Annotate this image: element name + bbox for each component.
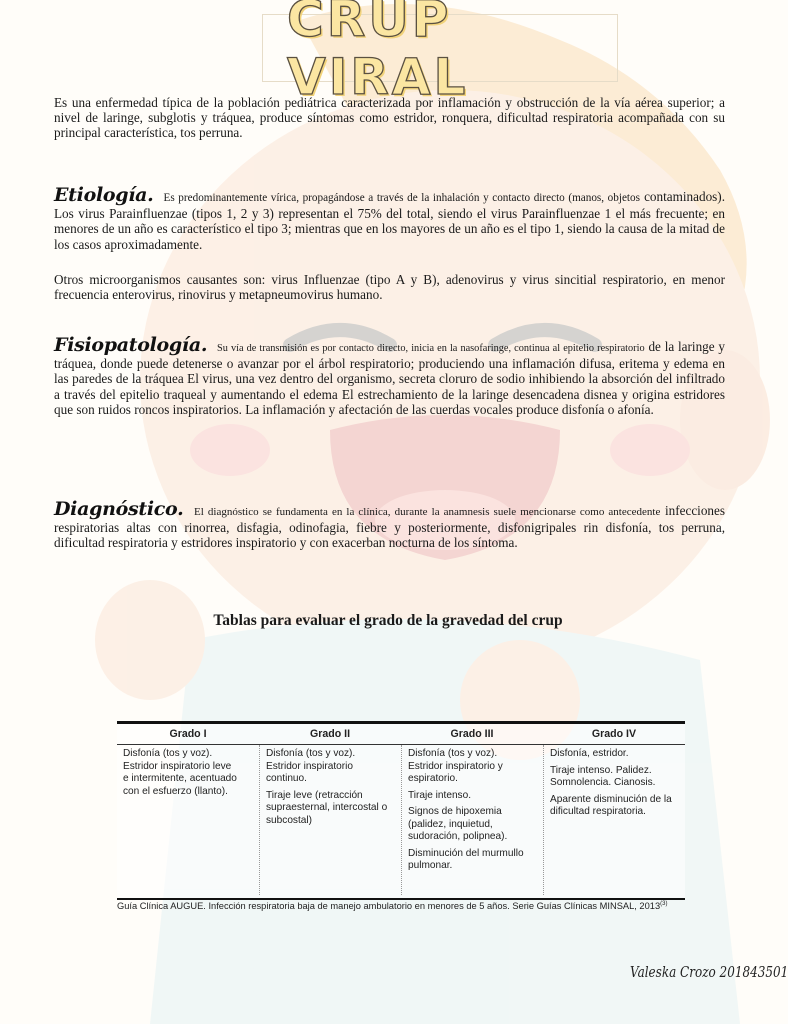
diagnostico-lead: El diagnóstico se fundamenta en la clínica, durante la anamnesis suele mencionarse como antecedente xyxy=(194,506,661,518)
grade-table xyxy=(117,721,685,900)
grade-column-1 xyxy=(117,745,259,895)
intro-paragraph: Es una enfermedad típica de la población pediátrica caracterizada por inflamación y obstrucción de la vía aérea superior; a nivel de laringe, subglotis y tráquea, produce síntomas como estridor, ronquera, dificultad respiratoria acompañada con su principal característica, tos perruna. xyxy=(54,95,725,141)
grade-cell-line: Tiraje intenso. Palidez. xyxy=(550,764,652,776)
grade-cell-line: Disfonía, estridor. xyxy=(550,748,629,759)
grade-cell-line: pulmonar. xyxy=(408,860,453,871)
watermark-foot xyxy=(250,935,470,1024)
diagnostico-body: respiratorias altas con rinorrea, disfagia, odinofagia, fiebre y posteriormente, disfonigripales rin disfonía, tos perruna, dificultad respiratoria y estridores inspiratorio y con exacerban nocturna de los síntoma. xyxy=(54,520,725,551)
grade-table-body xyxy=(117,745,685,895)
grade-table-header xyxy=(117,724,685,745)
grade-cell-line: Estridor inspiratorio leve xyxy=(123,760,232,772)
title-box xyxy=(262,0,618,106)
etiologia-extra: Otros microorganismos causantes son: virus Influenzae (tipo A y B), adenovirus y virus sincitial respiratorio, en menor frecuencia enterovirus, rinovirus y metapneumovirus humano. xyxy=(54,272,725,303)
watermark-cheek-left xyxy=(190,424,270,476)
fisiopatologia-lead-tail: de la laringe y xyxy=(648,339,726,354)
watermark-fist-left xyxy=(95,580,205,700)
grade-cell-line: Somnolencia. Cianosis. xyxy=(550,777,656,788)
etiologia-heading: Etiología. xyxy=(54,184,154,206)
grade-cell-line: Estridor inspiratorio xyxy=(266,760,353,772)
caption-reference: (3) xyxy=(660,901,668,907)
grade-cell-line: espiratorio. xyxy=(408,773,458,784)
grade-cell-line: Aparente disminución de la xyxy=(550,793,672,805)
grade-cell-line: continuo. xyxy=(266,773,307,784)
table-title: Tablas para evaluar el grado de la gravedad del crup xyxy=(213,612,563,629)
diagnostico-lead-tail: infecciones xyxy=(664,503,726,518)
etiologia-lead: Es predominantemente vírica, propagándose a través de la inhalación y contacto directo (manos, objetos xyxy=(163,192,640,204)
watermark-cheek-right xyxy=(610,424,690,476)
grade-column-4 xyxy=(543,745,685,895)
grade-cell-line: subcostal) xyxy=(266,814,313,826)
fisiopatologia-paragraph xyxy=(54,334,726,417)
grade-header-3: Grado III xyxy=(450,728,494,740)
fisiopatologia-heading: Fisiopatología. xyxy=(54,334,208,356)
grade-cell-line: Estridor inspiratorio y xyxy=(408,760,503,772)
grade-cell-line: Tiraje intenso. xyxy=(408,789,472,801)
table-caption xyxy=(117,901,717,911)
grade-column-2 xyxy=(259,745,401,895)
grade-cell-line: Signos de hipoxemia xyxy=(408,806,502,817)
grade-header-2: Grado II xyxy=(309,728,351,740)
diagnostico-heading: Diagnóstico. xyxy=(54,498,184,520)
grade-cell-line: sudoración, polipnea). xyxy=(408,831,508,842)
grade-header-1: Grado I xyxy=(169,728,207,740)
fisiopatologia-lead: Su vía de transmisión es por contacto directo, inicia en la nasofaringe, continua al epitelio respiratorio xyxy=(216,343,645,354)
grade-cell-line: (palidez, inquietud, xyxy=(408,818,493,830)
grade-cell-line: con el esfuerzo (llanto). xyxy=(123,785,228,797)
author-signature: Valeska Crozo 201843501 xyxy=(630,963,788,981)
grade-header-4: Grado IV xyxy=(591,728,637,740)
grade-cell-line: e intermitente, acentuado xyxy=(123,773,237,784)
grade-cell-line: Tiraje leve (retracción xyxy=(266,789,363,801)
grade-column-3 xyxy=(401,745,543,895)
caption-text: Guía Clínica AUGUE. Infección respiratoria baja de manejo ambulatorio en menores de 5 años. Serie Guías Clínicas MINSAL, 2013 xyxy=(117,901,661,912)
grade-cell-line: Disminución del murmullo xyxy=(408,847,524,859)
grade-cell-line: dificultad respiratoria. xyxy=(550,806,646,817)
grade-cell-line: Disfonía (tos y voz). xyxy=(408,748,498,759)
diagnostico-paragraph xyxy=(54,498,726,551)
fisiopatologia-body: tráquea, donde puede detenerse o avanzar por el árbol respiratorio; produciendo una inflamación difusa, eritema y edema en las paredes de la tráquea El virus, una vez dentro del organismo, secreta cloruro de sodio inhibiendo la absorción del infiltrado a través del epitelio traqueal y aumentando el edema El estrechamiento de la laringe desencadena disnea y origina estridores que son ruidos roncos inspiratorios. La inflamación y afectación de las cuerdas vocales produce disfonía o afonía. xyxy=(54,356,725,417)
page-title: CRUP VIRAL xyxy=(287,0,469,106)
etiologia-paragraph xyxy=(54,184,725,252)
grade-cell-line: Disfonía (tos y voz). xyxy=(266,748,356,759)
etiologia-body: contaminados). Los virus Parainfluenzae (tipos 1, 2 y 3) representan el 75% del total, siendo el virus Parainfluenzae 1 el más frecuente; en menores de un año es característico el tipo 3; mientras que en los mayores de un año es el tipo 1, siendo la causa de la mitad de los casos aproximadamente. xyxy=(54,189,725,252)
grade-cell-line: Disfonía (tos y voz). xyxy=(123,748,213,759)
grade-cell-line: supraesternal, intercostal o xyxy=(266,802,388,813)
